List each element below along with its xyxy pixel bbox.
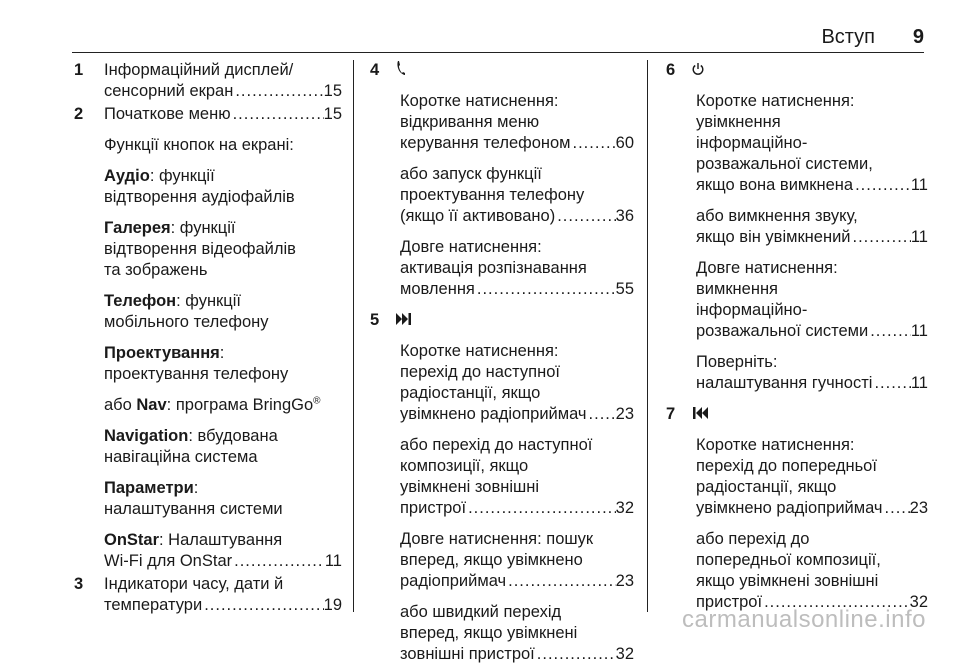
term: Галерея [104, 219, 171, 237]
settings-desc [104, 478, 342, 520]
entry-text: керування телефоном [400, 134, 571, 152]
term: Аудіо [104, 167, 150, 185]
desc: інформаційно- [696, 301, 808, 319]
page-ref[interactable]: 23 [615, 572, 634, 590]
toc-entry[interactable] [400, 571, 634, 592]
toc-entry[interactable] [696, 227, 928, 248]
column-3 [666, 60, 928, 613]
desc: проектування телефону [400, 186, 585, 204]
registered-mark: ® [313, 395, 321, 407]
entry-text: Початкове меню [104, 105, 231, 123]
page-ref[interactable]: 15 [323, 105, 342, 123]
entry-text: налаштування гучності [696, 374, 873, 392]
toc-entry[interactable] [400, 133, 634, 154]
press-text: Поверніть: [696, 353, 778, 371]
dot-leader [232, 551, 325, 572]
entry-text: увімкнено радіоприймач [696, 499, 883, 517]
entry-text: температури [104, 596, 203, 614]
desc: : Налаштування [159, 531, 283, 549]
desc: або запуск функції [400, 165, 542, 183]
desc: : функції [149, 167, 215, 185]
desc: : [219, 344, 225, 362]
intro-text: Функції кнопок на екрані: [104, 136, 294, 154]
page-ref[interactable]: 55 [615, 280, 634, 298]
desc: композиції, якщо [400, 457, 529, 475]
phone-desc [104, 291, 342, 333]
item-number: 1 [74, 61, 84, 79]
desc: вперед, якщо увімкнені [400, 624, 578, 642]
term: Телефон [104, 292, 177, 310]
previous-track-icon [692, 405, 708, 426]
item-text: Індикатори часу, дати й [104, 575, 284, 593]
page-ref[interactable]: 60 [615, 134, 634, 152]
page-ref[interactable]: 15 [323, 82, 342, 100]
desc: попередньої композиції, [696, 551, 881, 569]
press-text: Коротке натиснення: [696, 92, 855, 110]
dot-leader [868, 321, 911, 342]
desc: : функції [176, 292, 241, 310]
dot-leader [571, 133, 616, 154]
dot-leader [587, 404, 616, 425]
term: Параметри [104, 479, 194, 497]
dot-leader [853, 175, 911, 196]
dot-leader [233, 81, 323, 102]
desc: перехід до попередньої [696, 457, 877, 475]
item-number: 5 [370, 311, 380, 329]
phone-icon [396, 60, 406, 82]
item-7 [666, 404, 928, 613]
desc: розважальної системи, [696, 155, 873, 173]
dot-leader [883, 498, 910, 519]
toc-entry[interactable] [400, 644, 634, 665]
dot-leader [202, 595, 323, 616]
page-ref[interactable]: 32 [615, 645, 634, 663]
column-1 [74, 60, 342, 616]
desc: вперед, якщо увімкнено [400, 551, 583, 569]
desc: : [193, 479, 199, 497]
entry-text: пристрої [400, 499, 467, 517]
section-title: Вступ [821, 26, 875, 48]
entry-text: сенсорний екран [104, 82, 234, 100]
entry-text: якщо вона вимкнена [696, 176, 854, 194]
press-text: Довге натиснення: [400, 238, 542, 256]
entry-text: увімкнено радіоприймач [400, 405, 587, 423]
desc: : функції [170, 219, 236, 237]
desc: радіостанції, якщо [696, 478, 837, 496]
press-text: Довге натиснення: пошук [400, 530, 594, 548]
toc-entry[interactable] [696, 373, 928, 394]
toc-entry[interactable] [104, 551, 342, 572]
desc: налаштування системи [104, 500, 283, 518]
dot-leader [466, 498, 616, 519]
toc-entry[interactable] [400, 404, 634, 425]
dot-leader [231, 104, 324, 125]
desc: відкривання меню [400, 113, 540, 131]
press-text: Коротке натиснення: [400, 92, 559, 110]
desc: мобільного телефону [104, 313, 269, 331]
toc-entry[interactable] [696, 175, 928, 196]
item-5 [370, 310, 634, 665]
item-text: Інформаційний дисплей/ [104, 61, 294, 79]
item-6 [666, 60, 928, 394]
nav-desc [104, 395, 342, 416]
item-4 [370, 60, 634, 300]
desc: відтворення відеофайлів [104, 240, 296, 258]
page-ref[interactable]: 11 [910, 228, 928, 246]
header-rule [72, 52, 924, 53]
entry-text: радіоприймач [400, 572, 507, 590]
entry-text: Wi-Fi для OnStar [104, 552, 233, 570]
page-ref[interactable]: 32 [615, 499, 634, 517]
desc: увімкнені зовнішні [400, 478, 540, 496]
desc: перехід до наступної [400, 363, 560, 381]
item-2 [74, 104, 342, 572]
desc: або [104, 396, 137, 414]
item-number: 7 [666, 405, 676, 423]
toc-entry[interactable] [104, 595, 342, 616]
desc: вимкнення [696, 280, 778, 298]
dot-leader [555, 206, 615, 227]
page-ref[interactable]: 36 [615, 207, 634, 225]
page-ref[interactable]: 23 [909, 499, 928, 517]
term: Проектування [104, 344, 220, 362]
navigation-desc [104, 426, 342, 468]
desc: або перехід до [696, 530, 810, 548]
page-header [0, 0, 960, 52]
desc: інформаційно- [696, 134, 808, 152]
page-ref[interactable]: 11 [910, 374, 928, 392]
term: Nav [136, 396, 167, 414]
dot-leader [535, 644, 616, 665]
page-number: 9 [912, 26, 924, 48]
item-number: 2 [74, 105, 84, 123]
desc: радіостанції, якщо [400, 384, 541, 402]
toc-entry[interactable] [400, 498, 634, 519]
desc: або перехід до наступної [400, 436, 593, 454]
page-ref[interactable]: 32 [909, 593, 928, 611]
desc: або вимкнення звуку, [696, 207, 858, 225]
onstar-desc [104, 530, 342, 572]
item-1 [74, 60, 342, 102]
power-icon [692, 61, 704, 82]
desc: увімкнення [696, 113, 781, 131]
toc-entry[interactable] [696, 321, 928, 342]
toc-entry[interactable] [696, 498, 928, 519]
watermark: carmanualsonline.info [682, 606, 926, 633]
desc: навігаційна система [104, 448, 258, 466]
column-2 [370, 60, 634, 665]
desc: або швидкий перехід [400, 603, 562, 621]
entry-text: мовлення [400, 280, 475, 298]
entry-text: (якщо її активовано) [400, 207, 556, 225]
entry-text: якщо він увімкнений [696, 228, 851, 246]
next-track-icon [396, 311, 412, 332]
dot-leader [872, 373, 910, 394]
press-text: Коротке натиснення: [400, 342, 559, 360]
desc: : програма BringGo [166, 396, 314, 414]
desc: активація розпізнавання [400, 259, 587, 277]
page-ref[interactable]: 23 [615, 405, 634, 423]
press-text: Довге натиснення: [696, 259, 838, 277]
page-ref[interactable]: 11 [324, 552, 342, 570]
dot-leader [475, 279, 616, 300]
projection-desc [104, 343, 342, 385]
item-number: 3 [74, 575, 84, 593]
entry-text: пристрої [696, 593, 763, 611]
toc-entry[interactable] [400, 206, 634, 227]
item-number: 6 [666, 61, 676, 79]
item-3 [74, 574, 342, 616]
entry-text: зовнішні пристрої [400, 645, 535, 663]
column-divider-2 [647, 60, 648, 612]
desc: відтворення аудіофайлів [104, 188, 295, 206]
dot-leader [851, 227, 911, 248]
page-ref[interactable]: 11 [910, 322, 928, 340]
term: Navigation [104, 427, 189, 445]
gallery-desc [104, 218, 342, 281]
page-ref[interactable]: 19 [323, 596, 342, 614]
press-text: Коротке натиснення: [696, 436, 855, 454]
page-ref[interactable]: 11 [910, 176, 928, 194]
desc: проектування телефону [104, 365, 289, 383]
dot-leader [506, 571, 616, 592]
column-divider-1 [353, 60, 354, 612]
desc: якщо увімкнені зовнішні [696, 572, 879, 590]
audio-desc [104, 166, 342, 208]
toc-entry[interactable] [104, 104, 342, 125]
desc: : вбудована [188, 427, 278, 445]
desc: та зображень [104, 261, 208, 279]
entry-text: розважальної системи [696, 322, 869, 340]
item-number: 4 [370, 61, 380, 79]
toc-entry[interactable] [400, 279, 634, 300]
toc-entry[interactable] [104, 81, 342, 102]
term: OnStar [104, 531, 160, 549]
